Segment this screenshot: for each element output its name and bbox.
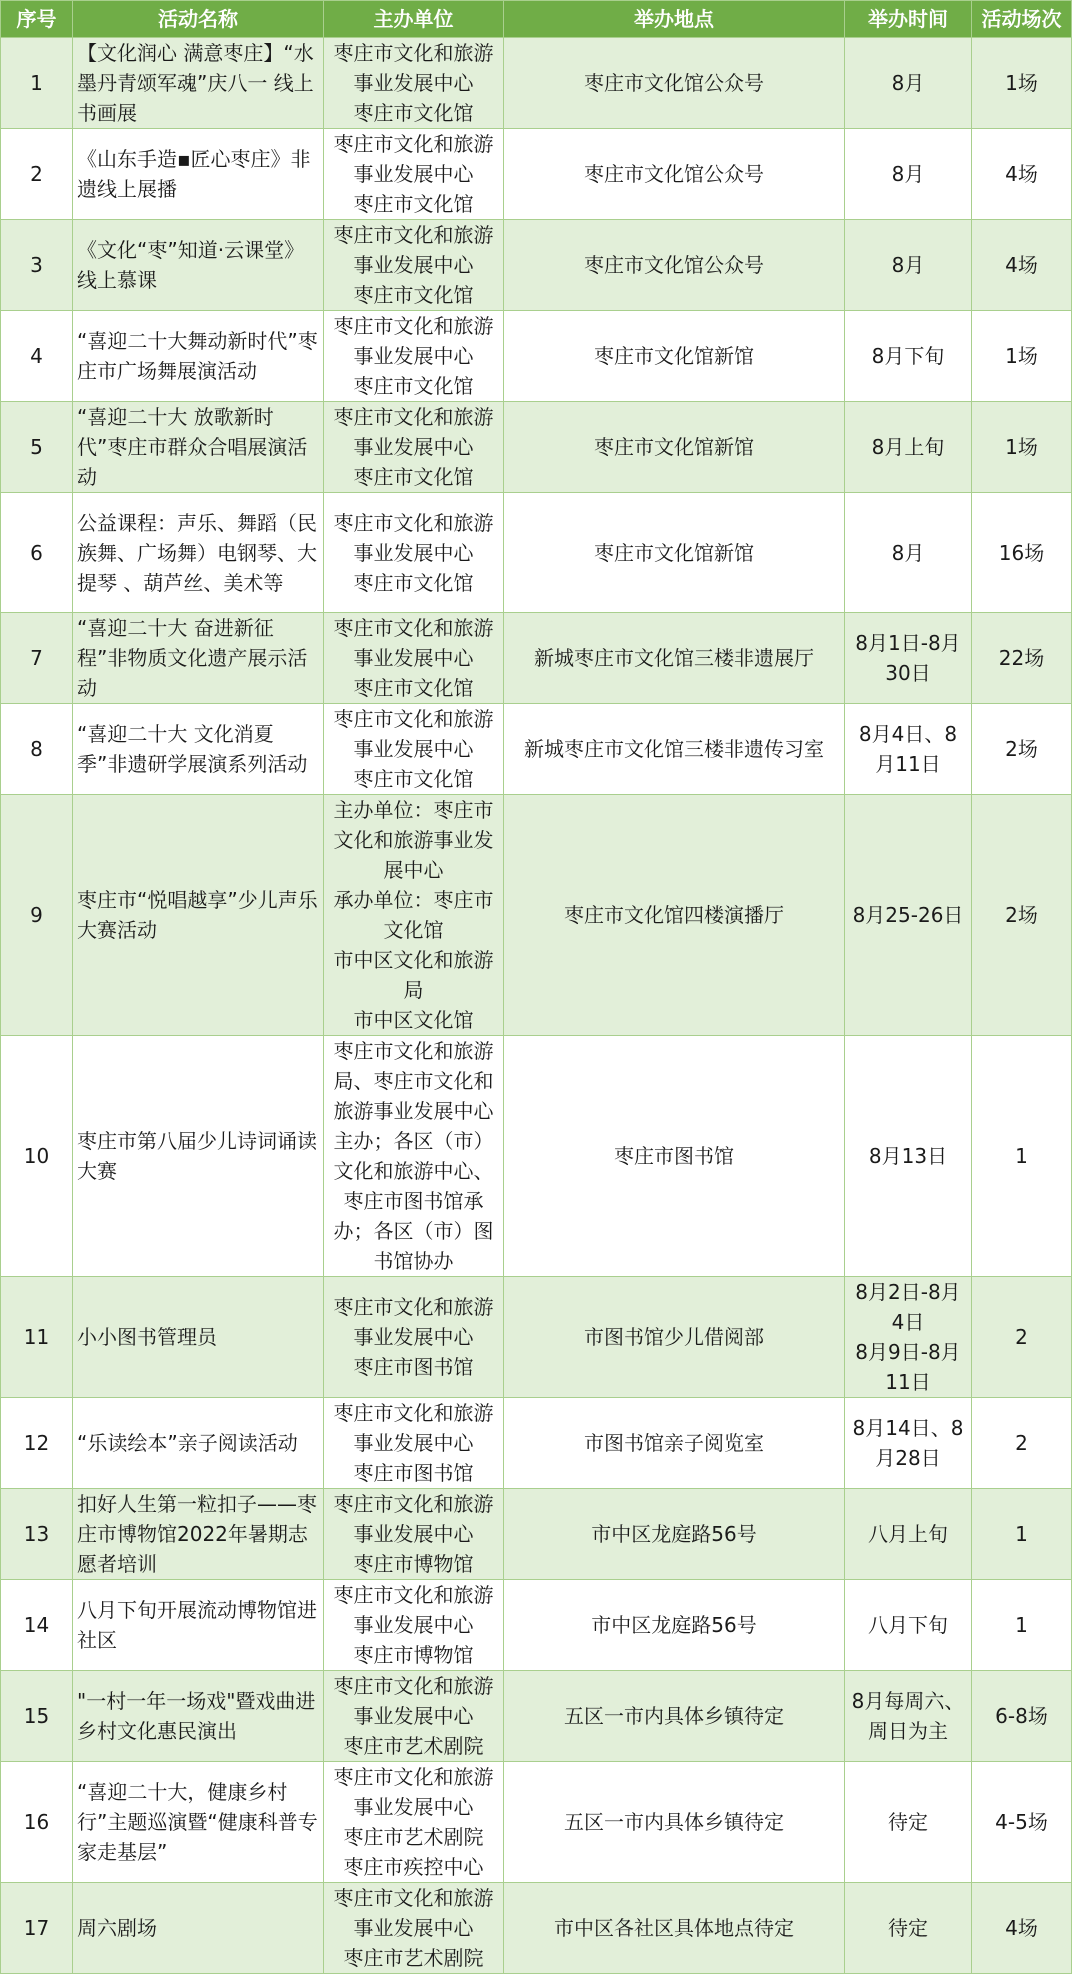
cell-count: 2场 bbox=[972, 704, 1072, 795]
table-row bbox=[1, 1580, 1072, 1671]
cell-place: 枣庄市文化馆公众号 bbox=[504, 220, 845, 311]
cell-place: 市图书馆少儿借阅部 bbox=[504, 1277, 845, 1398]
header-time: 举办时间 bbox=[845, 1, 972, 38]
table-row bbox=[1, 613, 1072, 704]
table-row bbox=[1, 1277, 1072, 1398]
cell-host: 枣庄市文化和旅游 事业发展中心 枣庄市文化馆 bbox=[324, 402, 504, 493]
cell-no: 5 bbox=[1, 402, 73, 493]
cell-place: 市图书馆亲子阅览室 bbox=[504, 1398, 845, 1489]
cell-name: "一村一年一场戏"暨戏曲进乡村文化惠民演出 bbox=[73, 1671, 324, 1762]
table-row bbox=[1, 704, 1072, 795]
table-row bbox=[1, 38, 1072, 129]
header-place: 举办地点 bbox=[504, 1, 845, 38]
cell-time: 8月上旬 bbox=[845, 402, 972, 493]
cell-no: 14 bbox=[1, 1580, 73, 1671]
cell-host: 主办单位：枣庄市文化和旅游事业发展中心 承办单位：枣庄市文化馆 市中区文化和旅游局 市中区文化馆 bbox=[324, 795, 504, 1036]
cell-name: “喜迎二十大，健康乡村行”主题巡演暨“健康科普专家走基层” bbox=[73, 1762, 324, 1883]
cell-count: 22场 bbox=[972, 613, 1072, 704]
table-row bbox=[1, 1489, 1072, 1580]
cell-name: 【文化润心 满意枣庄】“水墨丹青颂军魂”庆八一 线上书画展 bbox=[73, 38, 324, 129]
cell-time: 8月 bbox=[845, 129, 972, 220]
cell-count: 4场 bbox=[972, 220, 1072, 311]
cell-name: 枣庄市“悦唱越享”少儿声乐大赛活动 bbox=[73, 795, 324, 1036]
cell-count: 16场 bbox=[972, 493, 1072, 613]
cell-host: 枣庄市文化和旅游 事业发展中心 枣庄市艺术剧院 bbox=[324, 1671, 504, 1762]
cell-time: 8月下旬 bbox=[845, 311, 972, 402]
cell-place: 市中区龙庭路56号 bbox=[504, 1580, 845, 1671]
cell-no: 4 bbox=[1, 311, 73, 402]
cell-host: 枣庄市文化和旅游 事业发展中心 枣庄市文化馆 bbox=[324, 704, 504, 795]
cell-count: 1 bbox=[972, 1036, 1072, 1277]
cell-no: 16 bbox=[1, 1762, 73, 1883]
cell-time: 8月 bbox=[845, 493, 972, 613]
cell-time: 8月 bbox=[845, 38, 972, 129]
cell-no: 12 bbox=[1, 1398, 73, 1489]
cell-host: 枣庄市文化和旅游 事业发展中心 枣庄市文化馆 bbox=[324, 613, 504, 704]
header-host: 主办单位 bbox=[324, 1, 504, 38]
cell-place: 枣庄市文化馆新馆 bbox=[504, 402, 845, 493]
cell-no: 9 bbox=[1, 795, 73, 1036]
cell-no: 13 bbox=[1, 1489, 73, 1580]
cell-time: 八月上旬 bbox=[845, 1489, 972, 1580]
cell-name: “喜迎二十大 放歌新时代”枣庄市群众合唱展演活动 bbox=[73, 402, 324, 493]
cell-host: 枣庄市文化和旅游局、枣庄市文化和旅游事业发展中心主办；各区（市）文化和旅游中心、枣庄市图书馆承办；各区（市）图书馆协办 bbox=[324, 1036, 504, 1277]
cell-count: 1 bbox=[972, 1489, 1072, 1580]
cell-place: 枣庄市文化馆新馆 bbox=[504, 311, 845, 402]
cell-host: 枣庄市文化和旅游 事业发展中心 枣庄市图书馆 bbox=[324, 1398, 504, 1489]
cell-place: 新城枣庄市文化馆三楼非遗传习室 bbox=[504, 704, 845, 795]
cell-name: 周六剧场 bbox=[73, 1883, 324, 1974]
cell-host: 枣庄市文化和旅游 事业发展中心 枣庄市文化馆 bbox=[324, 38, 504, 129]
cell-place: 新城枣庄市文化馆三楼非遗展厅 bbox=[504, 613, 845, 704]
cell-count: 4场 bbox=[972, 1883, 1072, 1974]
table-row bbox=[1, 795, 1072, 1036]
table-header-row bbox=[1, 1, 1072, 38]
cell-place: 枣庄市文化馆四楼演播厅 bbox=[504, 795, 845, 1036]
header-count: 活动场次 bbox=[972, 1, 1072, 38]
cell-name: “乐读绘本”亲子阅读活动 bbox=[73, 1398, 324, 1489]
cell-host: 枣庄市文化和旅游 事业发展中心 枣庄市艺术剧院 bbox=[324, 1883, 504, 1974]
cell-name: 《山东手造▪匠心枣庄》非遗线上展播 bbox=[73, 129, 324, 220]
cell-place: 枣庄市图书馆 bbox=[504, 1036, 845, 1277]
table-row bbox=[1, 1398, 1072, 1489]
table-row bbox=[1, 1883, 1072, 1974]
cell-time: 8月13日 bbox=[845, 1036, 972, 1277]
cell-name: “喜迎二十大 奋进新征程”非物质文化遗产展示活动 bbox=[73, 613, 324, 704]
table-row bbox=[1, 493, 1072, 613]
cell-count: 4场 bbox=[972, 129, 1072, 220]
cell-count: 2 bbox=[972, 1277, 1072, 1398]
table-row bbox=[1, 1671, 1072, 1762]
table-row bbox=[1, 1762, 1072, 1883]
cell-time: 8月14日、8月28日 bbox=[845, 1398, 972, 1489]
cell-name: “喜迎二十大 文化消夏季”非遗研学展演系列活动 bbox=[73, 704, 324, 795]
cell-name: 小小图书管理员 bbox=[73, 1277, 324, 1398]
cell-time: 8月每周六、周日为主 bbox=[845, 1671, 972, 1762]
cell-place: 枣庄市文化馆新馆 bbox=[504, 493, 845, 613]
cell-no: 11 bbox=[1, 1277, 73, 1398]
cell-host: 枣庄市文化和旅游 事业发展中心 枣庄市艺术剧院 枣庄市疾控中心 bbox=[324, 1762, 504, 1883]
cell-no: 2 bbox=[1, 129, 73, 220]
cell-place: 五区一市内具体乡镇待定 bbox=[504, 1762, 845, 1883]
cell-time: 八月下旬 bbox=[845, 1580, 972, 1671]
cell-time: 8月4日、8月11日 bbox=[845, 704, 972, 795]
cell-host: 枣庄市文化和旅游 事业发展中心 枣庄市图书馆 bbox=[324, 1277, 504, 1398]
cell-no: 10 bbox=[1, 1036, 73, 1277]
cell-count: 1场 bbox=[972, 311, 1072, 402]
cell-name: “喜迎二十大舞动新时代”枣庄市广场舞展演活动 bbox=[73, 311, 324, 402]
cell-count: 6-8场 bbox=[972, 1671, 1072, 1762]
cell-name: 八月下旬开展流动博物馆进社区 bbox=[73, 1580, 324, 1671]
cell-count: 1场 bbox=[972, 38, 1072, 129]
header-no: 序号 bbox=[1, 1, 73, 38]
cell-time: 8月2日-8月4日 8月9日-8月11日 bbox=[845, 1277, 972, 1398]
cell-host: 枣庄市文化和旅游 事业发展中心 枣庄市博物馆 bbox=[324, 1580, 504, 1671]
cell-name: 枣庄市第八届少儿诗词诵读大赛 bbox=[73, 1036, 324, 1277]
cell-count: 2 bbox=[972, 1398, 1072, 1489]
cell-place: 五区一市内具体乡镇待定 bbox=[504, 1671, 845, 1762]
cell-name: 公益课程：声乐、舞蹈（民族舞、广场舞）电钢琴、大提琴 、葫芦丝、美术等 bbox=[73, 493, 324, 613]
cell-count: 4-5场 bbox=[972, 1762, 1072, 1883]
cell-count: 1场 bbox=[972, 402, 1072, 493]
cell-time: 8月1日-8月30日 bbox=[845, 613, 972, 704]
cell-host: 枣庄市文化和旅游 事业发展中心 枣庄市文化馆 bbox=[324, 311, 504, 402]
cell-place: 枣庄市文化馆公众号 bbox=[504, 129, 845, 220]
cell-host: 枣庄市文化和旅游 事业发展中心 枣庄市文化馆 bbox=[324, 220, 504, 311]
cell-name: 扣好人生第一粒扣子——枣庄市博物馆2022年暑期志愿者培训 bbox=[73, 1489, 324, 1580]
table-row bbox=[1, 1036, 1072, 1277]
cell-no: 8 bbox=[1, 704, 73, 795]
cell-no: 17 bbox=[1, 1883, 73, 1974]
cell-no: 15 bbox=[1, 1671, 73, 1762]
header-name: 活动名称 bbox=[73, 1, 324, 38]
cell-place: 枣庄市文化馆公众号 bbox=[504, 38, 845, 129]
cell-time: 待定 bbox=[845, 1883, 972, 1974]
cell-place: 市中区龙庭路56号 bbox=[504, 1489, 845, 1580]
cell-time: 8月25-26日 bbox=[845, 795, 972, 1036]
cell-time: 8月 bbox=[845, 220, 972, 311]
table-row bbox=[1, 129, 1072, 220]
cell-no: 6 bbox=[1, 493, 73, 613]
cell-no: 7 bbox=[1, 613, 73, 704]
cell-count: 2场 bbox=[972, 795, 1072, 1036]
cell-count: 1 bbox=[972, 1580, 1072, 1671]
cell-host: 枣庄市文化和旅游 事业发展中心 枣庄市博物馆 bbox=[324, 1489, 504, 1580]
cell-no: 3 bbox=[1, 220, 73, 311]
cell-host: 枣庄市文化和旅游 事业发展中心 枣庄市文化馆 bbox=[324, 129, 504, 220]
cell-name: 《文化“枣”知道·云课堂》线上慕课 bbox=[73, 220, 324, 311]
cell-host: 枣庄市文化和旅游 事业发展中心 枣庄市文化馆 bbox=[324, 493, 504, 613]
cell-no: 1 bbox=[1, 38, 73, 129]
cell-place: 市中区各社区具体地点待定 bbox=[504, 1883, 845, 1974]
cell-time: 待定 bbox=[845, 1762, 972, 1883]
table-row bbox=[1, 220, 1072, 311]
table-row bbox=[1, 311, 1072, 402]
table-row bbox=[1, 402, 1072, 493]
